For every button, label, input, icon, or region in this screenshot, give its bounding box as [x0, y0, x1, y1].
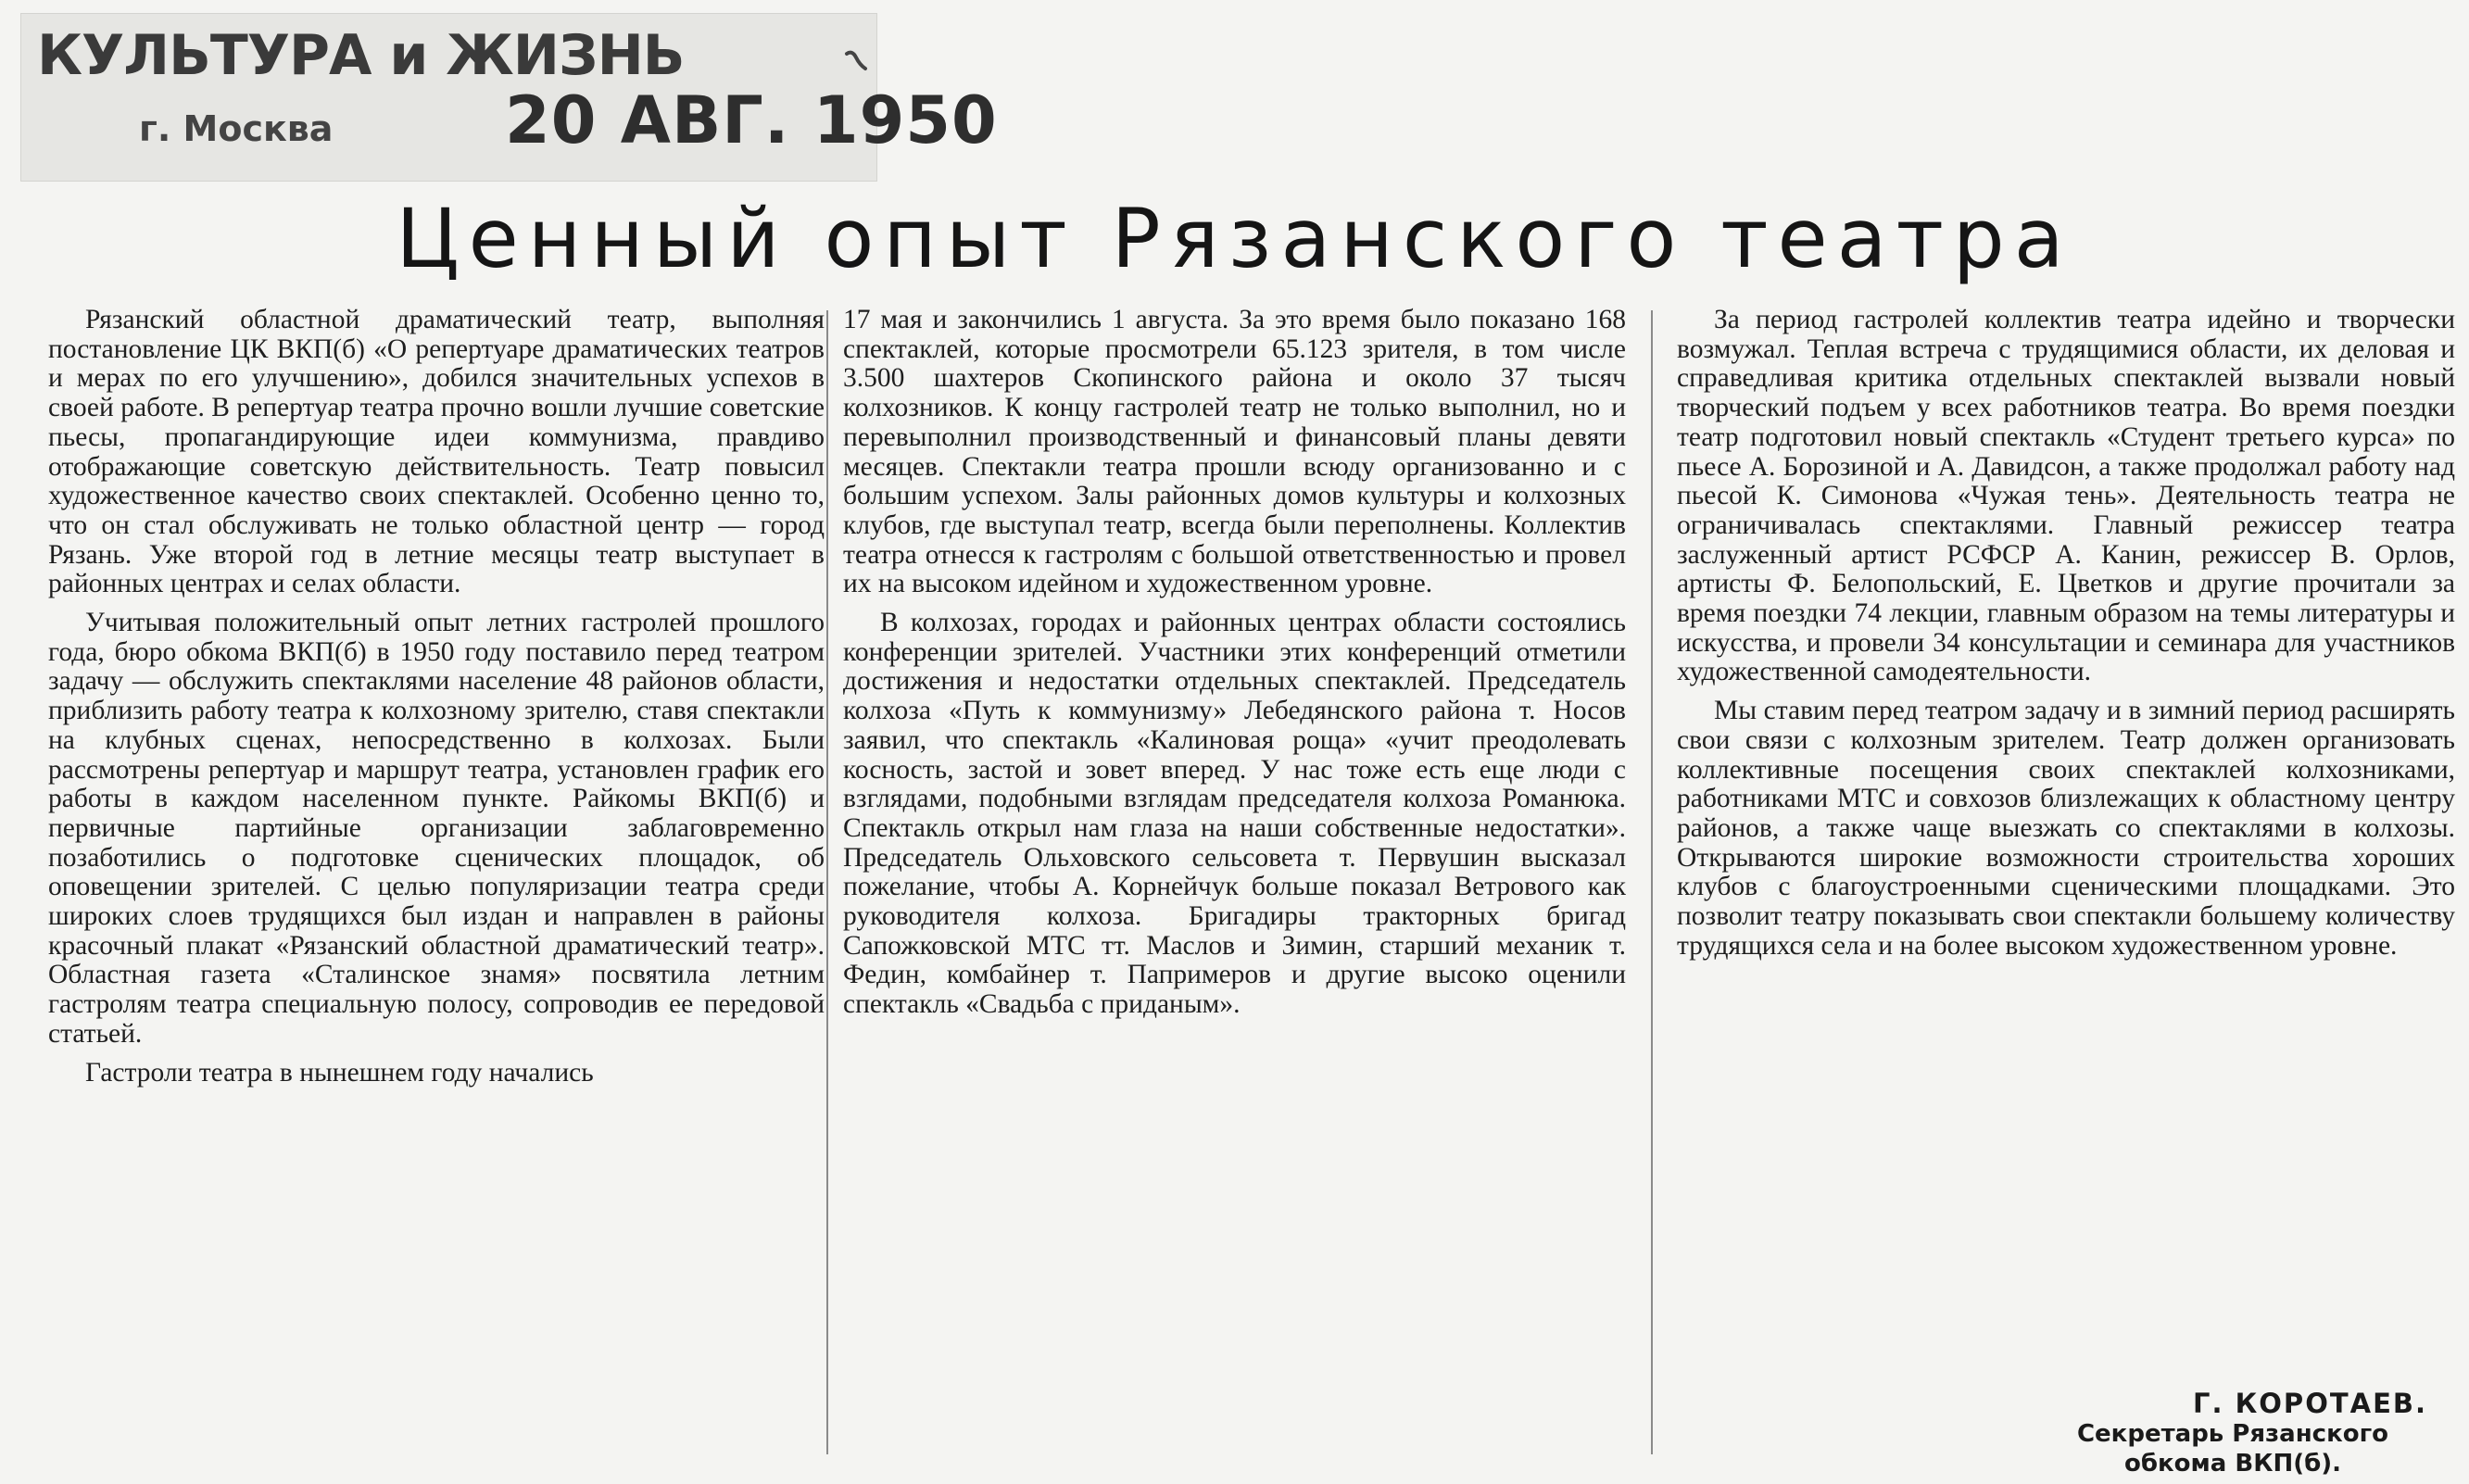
article-column-1 — [48, 306, 825, 1088]
source-city: г. Москва — [139, 108, 334, 149]
author-name: Г. КОРОТАЕВ. — [2192, 1388, 2427, 1419]
paragraph: За период гастролей коллектив театра идейно и творчески возмужал. Теплая встреча с трудящимися области, их деловая и справедливая критика отдельных спектаклей вызвали новый творческий подъем у всех работников театра. Во время поездки театр подготовил новый спектакль «Студент третьего курса» по пьесе А. Борозиной и А. Давидсон, а также продолжал работу над пьесой К. Симонова «Чужая тень». Деятельность театра не ограничивалась спектаклями. Главный режиссер театра заслуженный артист РСФСР А. Канин, режиссер В. Орлов, артисты Ф. Белопольский, Е. Цветков и другие прочитали за время поездки 74 лекции, главным образом на темы литературы и искусства, и провели 34 консультации и семинара для участников художественной самодеятельности. — [1677, 305, 2455, 687]
author-signature — [1927, 1388, 2427, 1478]
source-date-stamp: 20 АВГ. 1950 — [505, 82, 998, 158]
paragraph: В колхозах, городах и районных центрах области состоялись конференции зрителей. Участники этих конференций отметили достижения и недостатки отдельных спектаклей. Председатель колхоза «Путь к коммунизму» Лебедянского района т. Носов заявил, что спектакль «Калиновая роща» «учит преодолевать косность, застой и зовет вперед. У нас тоже есть еще люди с взглядами, подобными взглядам председателя колхоза Романюка. Спектакль открыл нам глаза на наши собственные недостатки». Председатель Ольховского сельсовета т. Первушин высказал пожелание, чтобы А. Корнейчук больше показал Ветрового как руководителя колхоза. Бригадиры тракторных бригад Сапожковской МТС тт. Маслов и Зимин, старший механик т. Федин, комбайнер т. Папримеров и другие высоко оценили спектакль «Свадьба с приданым». — [843, 608, 1626, 1020]
column-divider — [826, 310, 828, 1454]
paragraph: 17 мая и закончились 1 августа. За это время было показано 168 спектаклей, которые просмотрели 65.123 зрителя, в том числе 3.500 шахтеров Скопинского района и около 37 тысяч колхозников. К концу гастролей театр не только выполнил, но и перевыполнил производственный и финансовый планы девяти месяцев. Спектакли театра прошли всюду организованно и с большим успехом. Залы районных домов культуры и колхозных клубов, где выступал театр, всегда были переполнены. Коллектив театра отнесся к гастролям с большой ответственностью и провел их на высоком идейном и художественном уровне. — [843, 305, 1626, 599]
pen-mark-icon — [843, 48, 869, 76]
paragraph: Рязанский областной драматический театр, выполняя постановление ЦК ВКП(б) «О репертуаре драматических театров и мерах по его улучшению», добился значительных успехов в своей работе. В репертуар театра прочно вошли лучшие советские пьесы, пропагандирующие идеи коммунизма, правдиво отображающие советскую действительность. Театр повысил художественное качество своих спектаклей. Особенно ценно то, что он стал обслуживать не только областной центр — город Рязань. Уже второй год в летние месяцы театр выступает в районных центрах и селах области. — [48, 305, 825, 599]
article-headline: Ценный опыт Рязанского театра — [396, 191, 2073, 286]
author-title: Секретарь Рязанского обкома ВКП(б). — [2076, 1420, 2389, 1478]
paragraph: Гастроли театра в нынешнем году начались — [85, 1057, 594, 1088]
article-column-2 — [843, 306, 1626, 1020]
article-column-3 — [1677, 306, 2455, 961]
column-divider — [1651, 310, 1653, 1454]
source-newspaper-name: КУЛЬТУРА и ЖИЗНЬ — [37, 23, 685, 88]
paragraph: Учитывая положительный опыт летних гастролей прошлого года, бюро обкома ВКП(б) в 1950 году поставило перед театром задачу — обслужить спектаклями население 48 районов области, приблизить работу театра к колхозному зрителю, ставя спектакли на клубных сценах, непосредственно в колхозах. Были рассмотрены репертуар и маршрут театра, установлен график его работы в каждом населенном пункте. Райкомы ВКП(б) и первичные партийные организации заблаговременно позаботились о подготовке сценических площадок, об оповещении зрителей. С целью популяризации театра среди широких слоев трудящихся был издан и направлен в районы красочный плакат «Рязанский областной драматический театр». Областная газета «Сталинское знамя» посвятила летним гастролям театра специальную полосу, сопроводив ее передовой статьей. — [48, 608, 825, 1049]
paragraph: Мы ставим перед театром задачу и в зимний период расширять свои связи с колхозным зрителем. Театр должен организовать коллективные посещения своих спектаклей колхозниками, работниками МТС и совхозов близлежащих к областному центру районов, а также чаще выезжать со спектаклями в колхозы. Открываются широкие возможности строительства хороших клубов с благоустроенными сценическими площадками. Это позволит театру показывать свои спектакли большему количеству трудящихся села и на более высоком художественном уровне. — [1677, 696, 2455, 961]
